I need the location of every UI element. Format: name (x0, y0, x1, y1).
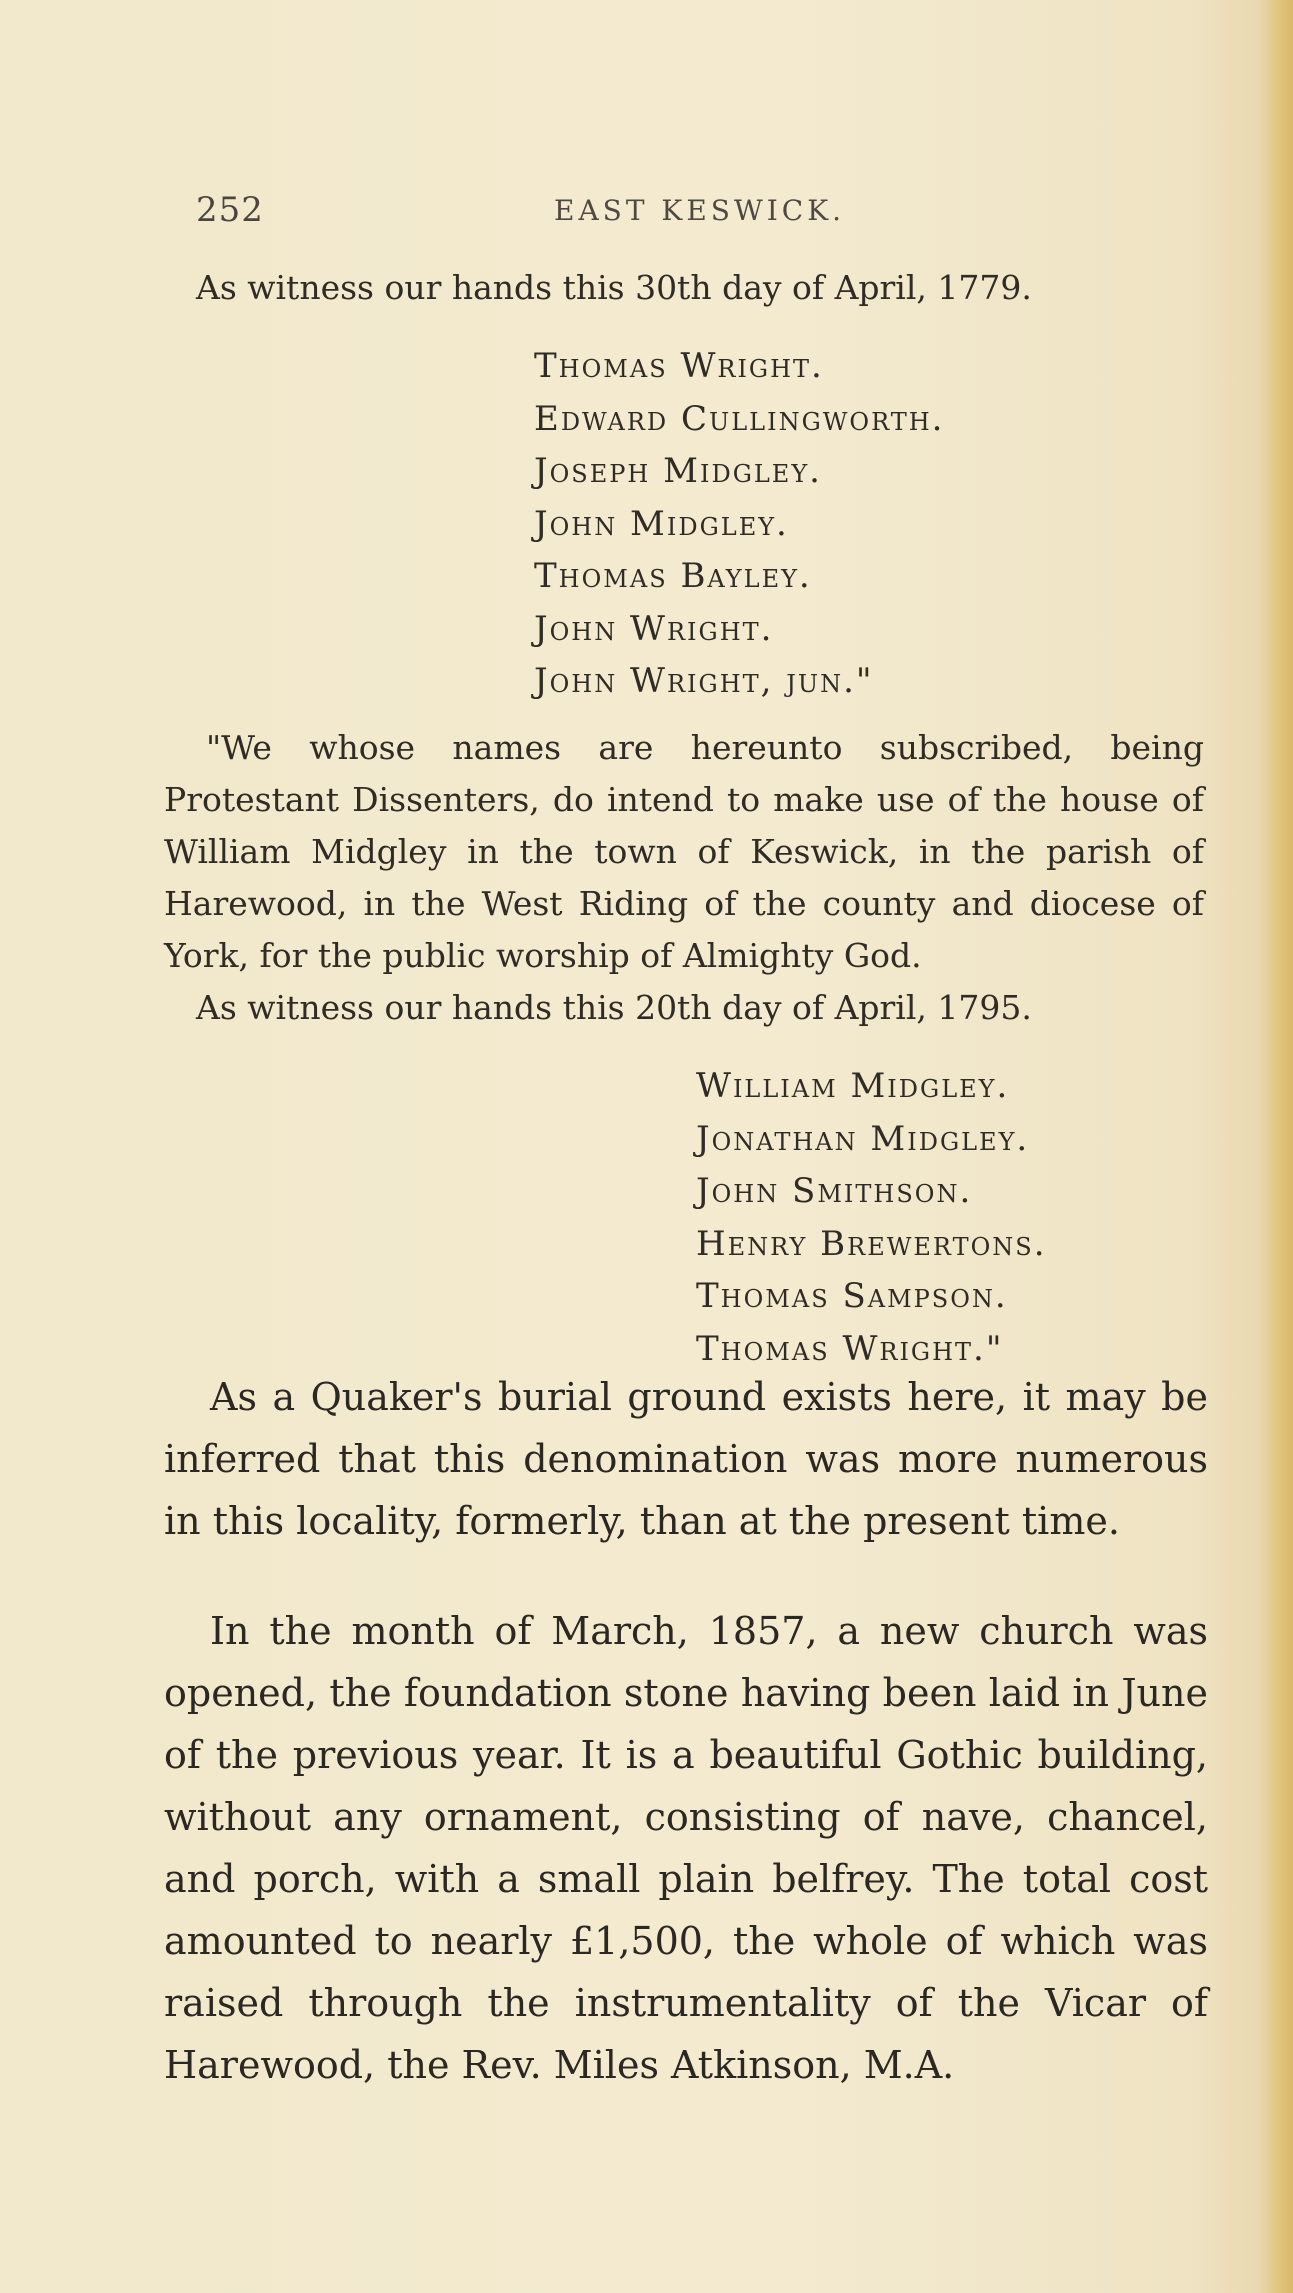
signature: John Wright. (534, 608, 774, 649)
signature: John Smithson. (696, 1171, 973, 1211)
certificate-paragraph-1795: "We whose names are hereunto subscribed, being Protestant Dissenters, do intend to make use of the house of William Midgley in the town of Keswick, in the parish of Harewood, in the West Riding of the county and diocese of York, for the public worship of Almighty God. (164, 728, 1204, 975)
signature: Jonathan Midgley. (696, 1118, 1030, 1159)
page-edge (1259, 0, 1293, 2293)
signature: John Wright, jun." (534, 661, 874, 701)
page-number: 252 (196, 190, 264, 230)
signature: Thomas Bayley. (534, 556, 812, 596)
signature: Thomas Wright. (534, 346, 824, 386)
signature: Joseph Midgley. (534, 451, 822, 491)
signature: Thomas Sampson. (696, 1276, 1008, 1316)
signature: William Midgley. (696, 1066, 1010, 1106)
quaker-paragraph: As a Quaker's burial ground exists here, it may be inferred that this denomination was more numerous in this locality, formerly, than at the present time. (164, 1375, 1208, 1543)
witness-line-1779: As witness our hands this 30th day of April, 1779. (196, 268, 1032, 307)
signature: Thomas Wright." (696, 1328, 1004, 1369)
signature-list-1795 (696, 1060, 1047, 1375)
running-head: EAST KESWICK. (554, 194, 846, 227)
signature: John Midgley. (534, 503, 789, 544)
signature: Edward Cullingworth. (534, 398, 945, 439)
church-paragraph: In the month of March, 1857, a new church was opened, the foundation stone having been laid in June of the previous year. It is a beautiful Gothic building, without any ornament, consisting of nave, chancel, and porch, with a small plain belfrey. The total cost amounted to nearly £1,500, the whole of which was raised through the instrumentality of the Vicar of Harewood, the Rev. Miles Atkinson, M.A. (164, 1609, 1208, 2087)
signature-list-1779 (534, 340, 945, 708)
witness-line-1795: As witness our hands this 20th day of April, 1795. (196, 988, 1032, 1027)
page-header (196, 190, 1236, 240)
signature: Henry Brewertons. (696, 1223, 1047, 1264)
